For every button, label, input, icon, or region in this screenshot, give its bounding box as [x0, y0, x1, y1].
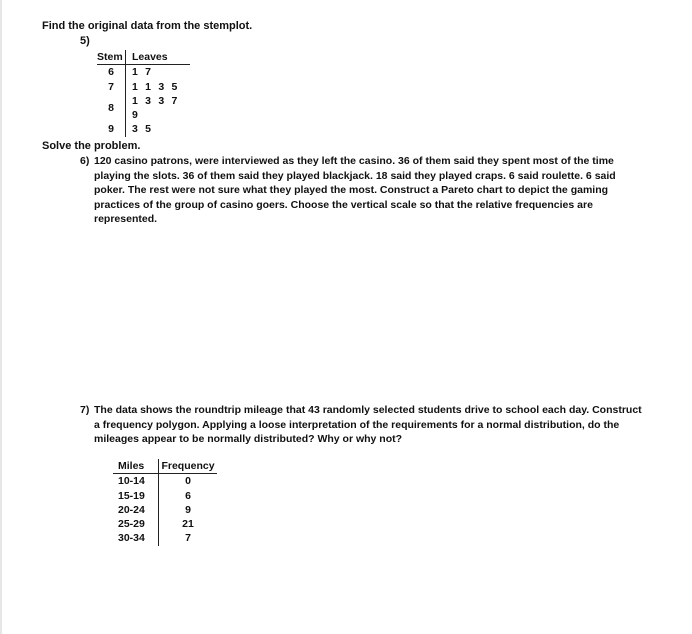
- stem-value: 9: [97, 122, 126, 136]
- frequency-value: 7: [185, 532, 191, 545]
- stem-value: 8: [97, 94, 126, 123]
- stemplot-row: [97, 80, 190, 94]
- frequency-value: 21: [182, 518, 194, 531]
- frequency-row: [113, 489, 217, 503]
- leaves-value: 1 1 3 5: [132, 80, 180, 93]
- miles-header: Miles: [113, 459, 159, 474]
- stemplot-row: [97, 122, 190, 136]
- miles-value: 20-24: [113, 503, 159, 517]
- problem-5-number: 5): [80, 35, 90, 47]
- problem-6-text: 120 casino patrons, were interviewed as they left the casino. 36 of them said they spent most of the time playing the slots. 36 of them said they played blackjack. 18 said they played craps. 6 said roulette. 6 said poker. The rest were not sure what they played the most. Construct a Pareto chart to depict the gaming practices of the group of casino goers. Choose the vertical scale so that the relative frequencies are represented.: [94, 155, 616, 225]
- stem-header: Stem: [97, 50, 126, 65]
- frequency-value: 9: [185, 503, 191, 516]
- leaves-value: 3 5: [132, 123, 154, 136]
- frequency-row: [113, 474, 217, 489]
- frequency-row: [113, 503, 217, 517]
- page-left-edge: [0, 0, 2, 634]
- stemplot-row: [97, 65, 190, 80]
- leaves-header: Leaves: [126, 50, 191, 65]
- problem-7-number: 7): [80, 404, 90, 416]
- frequency-header: Frequency: [159, 459, 218, 474]
- miles-value: 25-29: [113, 517, 159, 531]
- problem-7-text: The data shows the roundtrip mileage that 43 randomly selected students drive to school each day. Construct a frequency polygon. Applying a loose interpretation of the requirements for a normal distribution, do the mileages appear to be normally distributed? Why or why not?: [94, 404, 642, 445]
- miles-value: 30-34: [113, 531, 159, 545]
- miles-value: 15-19: [113, 489, 159, 503]
- stemplot-table: [97, 50, 190, 137]
- frequency-header-row: [113, 459, 217, 474]
- stem-value: 6: [97, 65, 126, 80]
- frequency-value: 6: [185, 489, 191, 502]
- stemplot-row: [97, 94, 190, 123]
- frequency-table: [113, 459, 217, 546]
- stem-value: 7: [97, 80, 126, 94]
- leaves-value: 1 3 3 7 9: [132, 94, 180, 122]
- stemplot-header-row: [97, 50, 190, 65]
- problem-6-number: 6): [80, 155, 90, 167]
- frequency-row: [113, 531, 217, 545]
- frequency-row: [113, 517, 217, 531]
- leaves-value: 1 7: [132, 66, 154, 79]
- frequency-value: 0: [185, 475, 191, 488]
- instruction-stemplot: Find the original data from the stemplot.: [42, 20, 253, 32]
- miles-value: 10-14: [113, 474, 159, 489]
- instruction-solve: Solve the problem.: [42, 140, 141, 152]
